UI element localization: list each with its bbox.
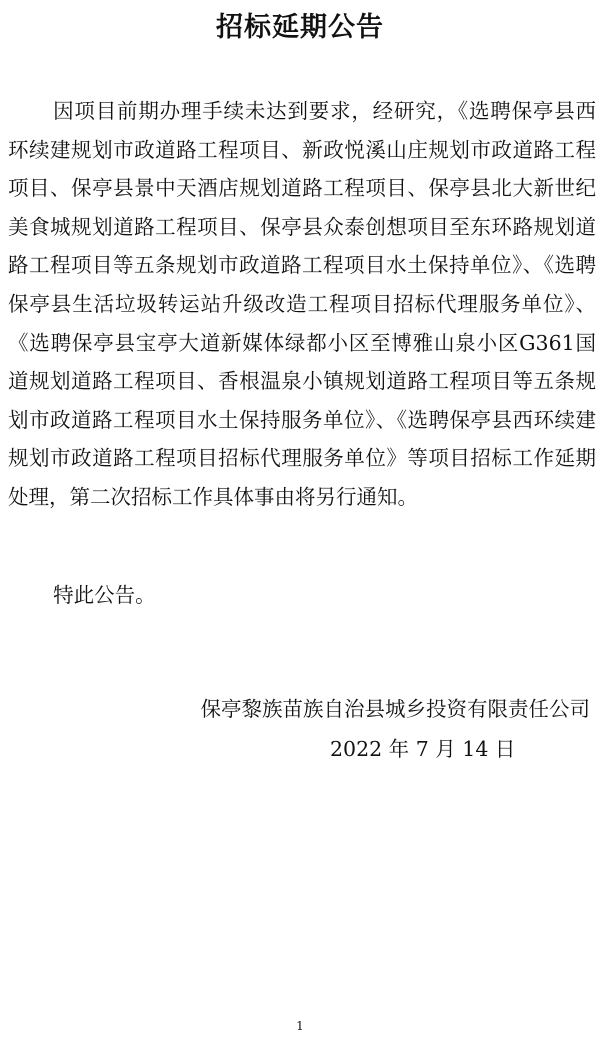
document-title: 招标延期公告 <box>216 12 384 43</box>
issuer-signature: 保亭黎族苗族自治县城乡投资有限责任公司 <box>200 697 590 721</box>
issue-date: 2022 年 7 月 14 日 <box>330 737 516 761</box>
announcement-body: 因项目前期办理手续未达到要求，经研究，《选聘保亭县西环续建规划市政道路工程项目、新政悦溪山庄规划市政道路工程项目、保亭县景中天酒店规划道路工程项目、保亭县北大新世纪美食城规划道路工程项目、保亭县众泰创想项目至东环路规划道路工程项目等五条规划市政道路工程项目水土保持单位》、《选聘保亭县生活垃圾转运站升级改造工程项目招标代理服务单位》、《选聘保亭县宝亭大道新媒体绿都小区至博雅山泉小区G361国道规划道路工程项目、香根温泉小镇规划道路工程项目等五条规划市政道路工程项目水土保持服务单位》、《选聘保亭县西环续建规划市政道路工程项目招标代理服务单位》等项目招标工作延期处理，第二次招标工作具体事由将另行通知。 <box>8 99 596 509</box>
page-number: 1 <box>296 1019 304 1033</box>
closing-statement: 特此公告。 <box>53 583 156 607</box>
